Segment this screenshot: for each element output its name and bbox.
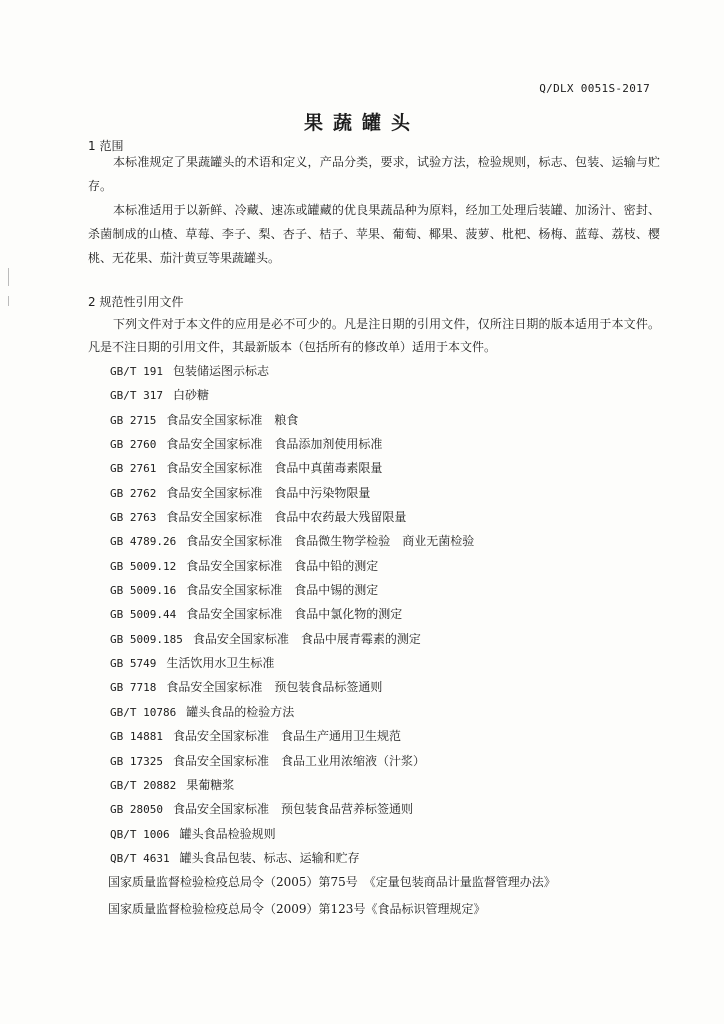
reference-title: 食品安全国家标准 食品中污染物限量: [166, 485, 371, 500]
scope-paragraph-1: 本标准规定了果蔬罐头的术语和定义，产品分类，要求，试验方法，检验规则，标志、包装、运输与贮存。: [88, 155, 660, 193]
reference-title: 生活饮用水卫生标准: [166, 656, 275, 671]
reference-item: [110, 797, 474, 821]
reference-title: 食品安全国家标准 食品生产通用卫生规范: [172, 729, 401, 744]
section-1-heading: 1 范围: [88, 139, 124, 153]
reference-item: [110, 432, 474, 456]
reference-code: GB 7718: [110, 681, 157, 695]
reference-item: [110, 505, 474, 529]
reference-code: GB 14881: [110, 730, 163, 744]
reference-code: GB 4789.26: [110, 535, 177, 549]
reference-code: GB/T 191: [110, 365, 163, 378]
reference-code: GB 5009.44: [110, 608, 177, 622]
reference-item: [110, 554, 474, 578]
reference-code: GB 5749: [110, 657, 157, 671]
reference-title: 食品安全国家标准 食品中农药最大残留限量: [166, 510, 407, 525]
reference-code: GB 2715: [110, 413, 157, 427]
reference-title: 食品安全国家标准 食品微生物学检验 商业无菌检验: [186, 534, 475, 549]
reference-item: [110, 627, 474, 651]
reference-code: QB/T 4631: [110, 851, 170, 865]
reference-title: 食品安全国家标准 食品中锡的测定: [186, 583, 379, 598]
normative-refs-intro: 下列文件对于本文件的应用是必不可少的。凡是注日期的引用文件，仅所注日期的版本适用于本文件。凡是不注日期的引用文件，其最新版本（包括所有的修改单）适用于本文件。: [88, 317, 660, 354]
scope-paragraph-2: 本标准适用于以新鲜、冷藏、速冻或罐藏的优良果蔬品种为原料，经加工处理后装罐、加汤汁、密封、杀菌制成的山楂、草莓、李子、梨、杏子、桔子、苹果、葡萄、椰果、菠萝、枇杷、杨梅、蓝莓、荔枝、樱桃、无花果、茄汁黄豆等果蔬罐头。: [88, 203, 660, 265]
reference-title: 包装储运图示标志: [172, 364, 269, 378]
reference-item: [110, 822, 474, 846]
reference-item: [110, 529, 474, 553]
reference-item: [110, 846, 474, 870]
reference-title: 白砂糖: [172, 388, 209, 403]
reference-title: 食品安全国家标准 食品中展青霉素的测定: [192, 631, 421, 646]
reference-item: [110, 408, 474, 432]
reference-title: 罐头食品检验规则: [179, 826, 276, 841]
reference-item: [110, 578, 474, 602]
reference-code: GB/T 317: [110, 389, 163, 403]
reference-title: 果葡糖浆: [186, 777, 235, 792]
reference-code: GB/T 20882: [110, 778, 177, 792]
reference-code: GB 5009.185: [110, 632, 183, 646]
reference-title: 食品安全国家标准 粮食: [166, 412, 299, 427]
reference-code: QB/T 1006: [110, 827, 170, 841]
scan-margin-mark: [8, 296, 9, 306]
section-2-heading: 2 规范性引用文件: [88, 295, 184, 309]
reference-item: [110, 602, 474, 626]
reference-code: GB 28050: [110, 803, 163, 817]
document-title: 果蔬罐头: [303, 112, 420, 134]
reference-title: 食品安全国家标准 食品工业用浓缩液（汁浆）: [172, 753, 425, 768]
regulation-order-2: 国家质量监督检验检疫总局令（2009）第123号《食品标识管理规定》: [108, 902, 486, 916]
reference-item: [110, 383, 474, 407]
reference-item: [110, 481, 474, 505]
reference-code: GB 2762: [110, 486, 157, 500]
reference-code: GB 17325: [110, 754, 163, 768]
reference-title: 食品安全国家标准 预包装食品营养标签通则: [172, 802, 413, 817]
scan-margin-mark: [8, 268, 9, 286]
reference-code: GB 5009.16: [110, 584, 177, 598]
reference-item: [110, 359, 474, 383]
regulation-order-1: 国家质量监督检验检疫总局令（2005）第75号 《定量包装商品计量监督管理办法》: [108, 875, 556, 889]
standard-code: Q/DLX 0051S-2017: [539, 82, 650, 95]
reference-code: GB 2763: [110, 511, 157, 525]
reference-title: 罐头食品的检验方法: [186, 704, 295, 719]
reference-list: [110, 359, 474, 870]
reference-item: [110, 724, 474, 748]
reference-item: [110, 456, 474, 480]
reference-code: GB 2761: [110, 462, 157, 476]
reference-title: 食品安全国家标准 食品中真菌毒素限量: [166, 461, 383, 476]
reference-title: 食品安全国家标准 食品添加剂使用标准: [166, 437, 383, 452]
reference-title: 食品安全国家标准 食品中铅的测定: [186, 558, 379, 573]
reference-code: GB 5009.12: [110, 559, 177, 573]
reference-item: [110, 675, 474, 699]
reference-code: GB 2760: [110, 438, 157, 452]
reference-item: [110, 773, 474, 797]
reference-item: [110, 651, 474, 675]
reference-code: GB/T 10786: [110, 705, 177, 719]
reference-title: 食品安全国家标准 预包装食品标签通则: [166, 680, 383, 695]
reference-item: [110, 700, 474, 724]
reference-title: 食品安全国家标准 食品中氯化物的测定: [186, 607, 403, 622]
reference-item: [110, 749, 474, 773]
reference-title: 罐头食品包装、标志、运输和贮存: [179, 850, 360, 865]
